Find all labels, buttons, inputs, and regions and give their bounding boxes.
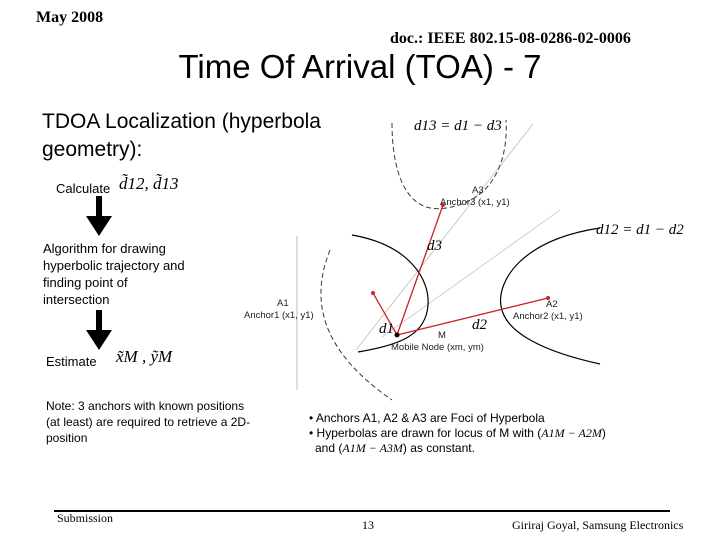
bullet-2-suffix: )	[601, 426, 606, 440]
estimate-formula: x̃M , ỹM	[116, 347, 173, 366]
estimate-label: Estimate	[46, 354, 97, 369]
bullet-2-formula: A1M − A2M	[541, 426, 602, 440]
footer-submission: Submission	[57, 511, 114, 525]
calculate-label: Calculate	[56, 181, 111, 196]
header-date: May 2008	[36, 9, 104, 26]
distance-label-d3: d3	[427, 238, 442, 254]
bullet-3-suffix: ) as constant.	[402, 441, 475, 455]
mobile-node-dot	[395, 333, 400, 338]
note-text: Note: 3 anchors with known positions (at least) are required to retrieve a 2D-position	[46, 399, 251, 445]
bullet-2-prefix: • Hyperbolas are drawn for locus of M with (	[309, 426, 542, 440]
anchor3-coords: Anchor3 (x1, y1)	[440, 197, 510, 208]
header-doc-id: doc.: IEEE 802.15-08-0286-02-0006	[390, 30, 631, 47]
anchor1-coords: Anchor1 (x1, y1)	[244, 310, 314, 321]
bullet-2	[309, 426, 606, 441]
bullet-3-prefix: and (	[315, 441, 343, 455]
equation-d13: d13 = d1 − d3	[414, 118, 502, 134]
anchor2-coords: Anchor2 (x1, y1)	[513, 311, 583, 322]
anchor1-name: A1	[277, 298, 289, 309]
algorithm-text: Algorithm for drawing hyperbolic trajectory and finding point of intersection	[43, 241, 185, 307]
anchor3-name: A3	[472, 185, 484, 196]
bullet-3-formula: A1M − A3M	[342, 441, 403, 455]
flow-arrow-down-icon	[86, 310, 112, 350]
anchor1-dot	[371, 291, 375, 295]
calculate-formula: d̃12, d̃13	[119, 174, 179, 193]
guide-line	[356, 124, 533, 350]
bullet-list	[309, 411, 606, 456]
bullet-3	[309, 441, 606, 456]
footer-divider	[54, 510, 670, 512]
mobile-node-name: M	[438, 330, 446, 341]
distance-label-d2: d2	[472, 317, 487, 333]
mobile-node-coords: Mobile Node (xm, ym)	[391, 342, 484, 353]
footer-page-number: 13	[362, 518, 374, 532]
bullet-1: • Anchors A1, A2 & A3 are Foci of Hyperbola	[309, 411, 545, 425]
footer-author: Giriraj Goyal, Samsung Electronics	[512, 518, 684, 532]
anchor2-name: A2	[546, 299, 558, 310]
equation-d12: d12 = d1 − d2	[596, 222, 684, 238]
radius-line-a3	[397, 205, 443, 335]
slide-subtitle: TDOA Localization (hyperbola geometry):	[42, 110, 321, 161]
distance-label-d1: d1	[379, 321, 394, 337]
hyperbola-right-branch	[501, 228, 600, 364]
slide-title: Time Of Arrival (TOA) - 7	[178, 48, 542, 85]
flow-arrow-down-icon	[86, 196, 112, 236]
